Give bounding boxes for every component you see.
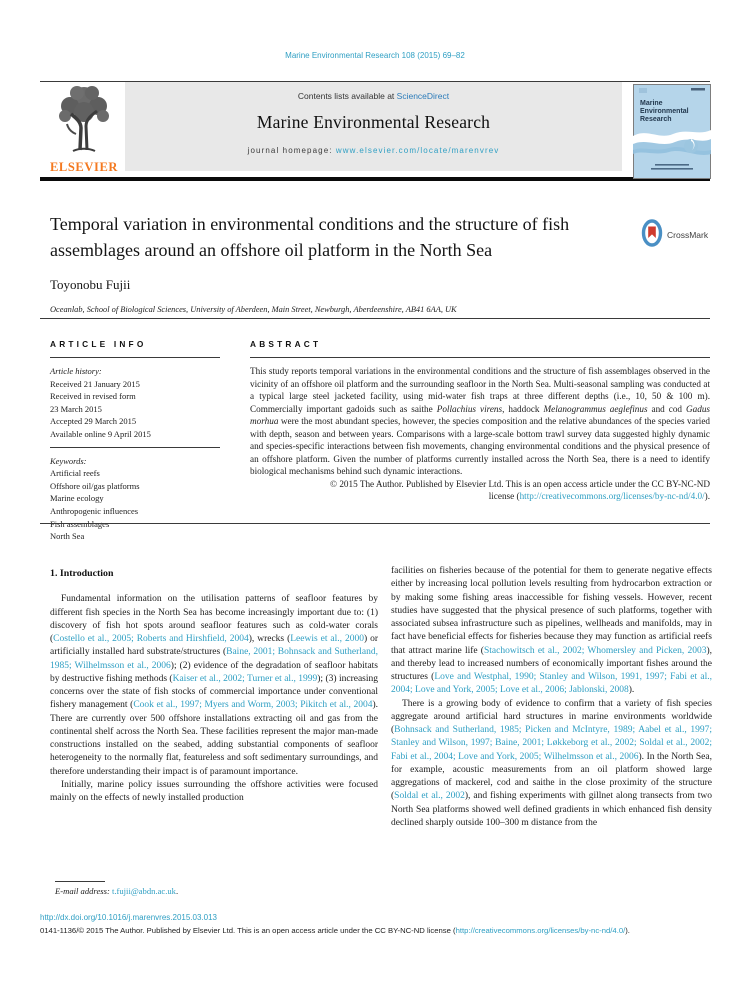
- body-left-column: [50, 565, 378, 805]
- text-segment: were the most abundant species, however, the species composition and the relative abundances of the species varied with depth, season and between years. Comparisons with a large-scale bottom trawl survey data suggested highly dynamic and species-specific interactions between fish movements, changing environmental conditions and the physical presence of an offshore platform. Given the number of platforms currently installed across the North Sea, there is a need to identify biological mechanisms behind such dynamic interactions.: [250, 416, 710, 476]
- email-link[interactable]: t.fujii@abdn.ac.uk: [111, 886, 176, 896]
- text-segment: ); (2) evidence of the degradation of seafloor habitats by destructive fishing methods (: [50, 660, 379, 684]
- text-segment: This study reports temporal variations in the environmental conditions and the structure of fish assemblages observed in the vicinity of an offshore oil platform and the surrounding seafloor in the North Sea. Multi-seasonal sampling was conducted at a typical large steel jacketed facility, using mid-water fish traps at three different depths (i.e., 10, 50 & 100 m). Commercially important gadoids such as saithe: [250, 366, 710, 414]
- body-right-column: [391, 565, 712, 830]
- text-segment: ) or artificially installed hard substrate/structures (: [50, 634, 378, 658]
- author-affiliation: Oceanlab, School of Biological Sciences, University of Aberdeen, Main Street, Newburgh, Aberdeenshire, AB41 6AA, UK: [50, 305, 457, 314]
- elsevier-logo: [44, 84, 124, 178]
- email-suffix: .: [175, 886, 179, 896]
- citation-link[interactable]: Costello et al., 2005; Roberts and Hirshfield, 2004: [53, 634, 249, 644]
- info-section-bottom-rule: [40, 523, 710, 524]
- keyword-item: North Sea: [50, 531, 85, 542]
- email-label: E-mail address:: [55, 886, 112, 896]
- text-segment: facilities on fisheries because of the potential for them to generate negative effects either by increasing local pollution levels resulting from hydrocarbon extraction or by making some fishing areas inaccessible for fishing vessels. However, recent studies have suggested that the physical presence of such platforms, together with associated subsea infrastructure such as pipelines, wellheads and manifolds, may in fact have beneficial effects for fisheries because they may function as artificial reefs that attract marine life (: [391, 566, 712, 656]
- text-segment: license (: [488, 491, 520, 501]
- contents-prefix: Contents lists available at: [297, 91, 397, 101]
- article-info-column: [50, 365, 236, 543]
- history-line: Received 21 January 2015: [50, 378, 140, 389]
- journal-title: Marine Environmental Research: [256, 112, 491, 132]
- journal-homepage-line: [125, 146, 622, 155]
- keyword-item: Artificial reefs: [50, 468, 100, 479]
- article-info-heading: ARTICLE INFO: [50, 339, 147, 349]
- keyword-item: Anthropogenic influences: [50, 505, 139, 516]
- crossmark-badge[interactable]: [641, 219, 713, 251]
- keywords-label: Keywords:: [50, 455, 87, 466]
- keyword-item: Marine ecology: [50, 493, 104, 504]
- contents-line: [125, 91, 622, 101]
- citation-link[interactable]: Cook et al., 1997; Myers and Worm, 2003; Pikitch et al., 2004: [133, 700, 373, 711]
- history-line: Received in revised form: [50, 391, 136, 402]
- crossmark-label: CrossMark: [667, 230, 709, 240]
- homepage-url-link[interactable]: www.elsevier.com/locate/marenvrev: [335, 146, 500, 155]
- email-footnote: [55, 886, 178, 896]
- text-segment: ), and thereby lead to increased numbers of economically important fishes around the structures (: [391, 645, 712, 682]
- text-segment: ), wrecks (: [248, 634, 291, 644]
- citation-link[interactable]: Leewis et al., 2000: [290, 634, 364, 644]
- abstract-copyright-line1: © 2015 The Author. Published by Elsevier Ltd. This is an open access article under the CC BY-NC-ND: [330, 478, 710, 489]
- intro-paragraph-1: [50, 593, 378, 779]
- abstract-heading: ABSTRACT: [250, 339, 322, 349]
- elsevier-wordmark: ELSEVIER: [49, 160, 119, 174]
- citation-link[interactable]: Stachowitsch et al., 2002; Whomersley and Picken, 2003: [483, 645, 707, 656]
- text-segment: Gadus morhua: [250, 403, 710, 426]
- citation-link[interactable]: Kaiser et al., 2002; Turner et al., 1999: [172, 673, 318, 684]
- text-segment: and cod: [647, 403, 686, 414]
- text-segment: ); (3) increasing concerns over the state of fish stocks of commercial importance under conventional fishery management (: [50, 673, 379, 711]
- text-segment: ). There are currently over 500 offshore installations extracting oil and gas from the continental shelf across the North Sea. These facilities represent the major man-made constructions installed on the seabed, adding substantial components of seafloor heterogeneity to the normally flat, featureless and soft sedimentary surroundings, and therefore understanding their impact is of paramount importance.: [50, 700, 378, 777]
- sciencedirect-link[interactable]: ScienceDirect: [396, 91, 450, 101]
- svg-text:Marine: Marine: [640, 100, 663, 107]
- intro-paragraph-2: [50, 779, 378, 806]
- citation-link[interactable]: Baine, 2001; Bohnsack and Sutherland, 1985; Wilhelmsson et al., 2006: [50, 647, 378, 671]
- doi-link[interactable]: http://dx.doi.org/10.1016/j.marenvres.2015.03.013: [40, 913, 218, 922]
- text-segment: ).: [704, 491, 710, 501]
- text-segment: Fundamental information on the utilisation patterns of seafloor features by different fish species in the North Sea has become increasingly important due to: (1) discovery of fish hot spots around seafloor features such as cold-water corals (: [50, 594, 378, 644]
- journal-cover-wave-icon: [633, 84, 711, 179]
- article-title: Temporal variation in environmental conditions and the structure of fish assemblages around an offshore oil platform in the North Sea: [50, 214, 570, 260]
- masthead-box: [125, 82, 622, 171]
- keyword-item: Offshore oil/gas platforms: [50, 480, 140, 491]
- text-segment: There is a growing body of evidence to confirm that a variety of fish species aggregate around artificial hard structures in marine environments worldwide (: [391, 698, 712, 735]
- article-history-label: Article history:: [50, 366, 102, 376]
- citation-link[interactable]: http://creativecommons.org/licenses/by-nc-nd/4.0/: [455, 926, 626, 935]
- history-line: Available online 9 April 2015: [50, 428, 151, 439]
- svg-text:Environmental: Environmental: [640, 108, 689, 115]
- journal-cover-thumbnail: [633, 84, 711, 179]
- citation-link[interactable]: Bohnsack and Sutherland, 1985; Picken and McIntyre, 1989; Aabel et al., 1997; Stanley and Wilson, 1997; Baine, 2001; Løkkeborg et al., 2002; Soldal et al., 2002; Fabi et al., 2004; Love and York, 2005; Wilhelmsson et al., 2006: [391, 725, 712, 762]
- svg-text:Research: Research: [640, 116, 672, 123]
- crossmark-badge-icon: [641, 219, 663, 252]
- citation-link[interactable]: Love and Westphal, 1990; Stanley and Wilson, 1991, 1997; Fabi et al., 2004; Love and York, 2005; Love et al., 2006; Jablonski, 2008: [391, 672, 712, 696]
- article-info-heading-rule: [50, 357, 220, 358]
- text-segment: ).: [625, 926, 630, 935]
- text-segment: ), and fishing experiments with gillnet along transects from two North Sea platforms showed well defined gradients in which enhanced fish density declined sharply outside 100–300 m distance from the: [391, 791, 712, 828]
- text-segment: Pollachius virens: [436, 403, 503, 414]
- abstract-heading-rule: [250, 357, 710, 358]
- text-segment: ).: [628, 685, 635, 696]
- author-name: Toyonobu Fujii: [50, 277, 131, 292]
- abstract-column: [250, 365, 710, 503]
- footnote-rule: [55, 881, 105, 882]
- info-section-top-rule: [40, 318, 710, 319]
- text-segment: Initially, marine policy issues surrounding the offshore activities were focused mainly on the effects of newly installed production: [50, 779, 378, 803]
- masthead-bottom-rule: [40, 177, 710, 181]
- homepage-label: journal homepage:: [247, 146, 336, 155]
- citation-link[interactable]: http://creativecommons.org/licenses/by-nc-nd/4.0/: [519, 491, 705, 501]
- text-segment: ). In the North Sea, for example, acoustic measurements from an oil platform showed large aggregations of mackerel, cod and saithe in the close proximity of the structure (: [391, 751, 712, 802]
- citation-link[interactable]: Soldal et al., 2002: [394, 791, 465, 802]
- page-citation: Marine Environmental Research 108 (2015) 69–82: [285, 51, 465, 60]
- section-heading-introduction: 1. Introduction: [50, 568, 114, 579]
- intro-paragraph-4: [391, 698, 712, 831]
- text-segment: 0141-1136/© 2015 The Author. Published by Elsevier Ltd. This is an open access article under the CC BY-NC-ND license (: [40, 926, 456, 935]
- elsevier-tree-icon: [53, 141, 115, 158]
- issn-copyright-line: [40, 926, 630, 935]
- text-segment: , haddock: [502, 403, 544, 414]
- text-segment: Melanogrammus aeglefinus: [543, 403, 648, 414]
- history-line: Accepted 29 March 2015: [50, 416, 137, 427]
- article-info-divider: [50, 447, 220, 448]
- abstract-text: [250, 365, 710, 478]
- history-line: 23 March 2015: [50, 403, 102, 414]
- intro-paragraph-3: [391, 565, 712, 698]
- abstract-copyright-line2: [250, 490, 710, 503]
